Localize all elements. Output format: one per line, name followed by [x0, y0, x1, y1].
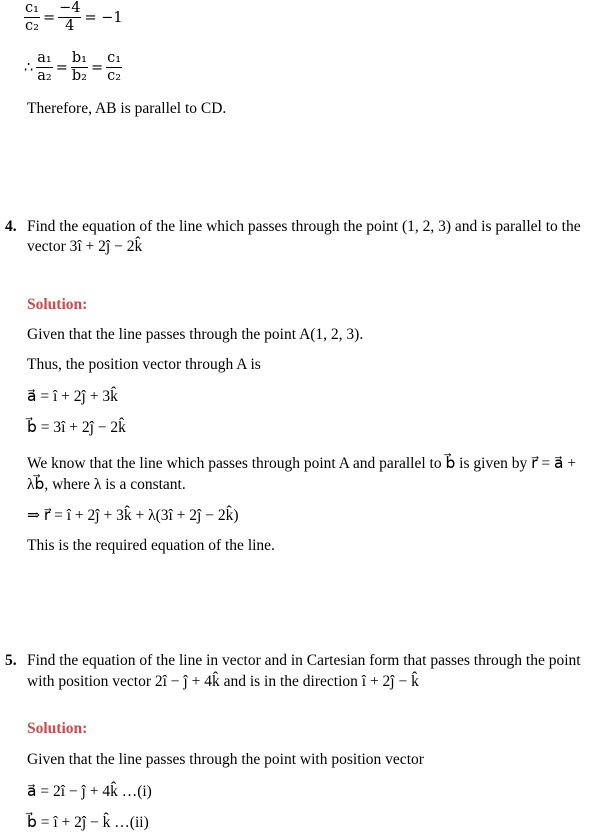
numerator: c₁: [107, 50, 122, 66]
numerator: b₁: [71, 50, 87, 66]
question-text-line1: Find the equation of the line which passes through the point (1, 2, 3) and is parallel to the: [27, 218, 581, 235]
equals-sign: =: [42, 9, 56, 26]
question-text-line2: vector 3î + 2ĵ − 2k̂: [27, 238, 143, 255]
denominator: c₂: [107, 68, 122, 84]
solution-heading: Solution:: [27, 720, 88, 737]
solution-line: b⃗ = 3î + 2ĵ − 2k̂: [27, 419, 126, 436]
conclusion-text: Therefore, AB is parallel to CD.: [27, 100, 227, 117]
numerator: a₁: [37, 50, 52, 66]
fraction-minus4-4: [58, 0, 81, 35]
question-number: 4.: [5, 218, 17, 235]
solution-line: We know that the line which passes through point A and parallel to b⃗ is given by r⃗ = a⃗ +: [27, 455, 577, 472]
question-text-line1: Find the equation of the line in vector and in Cartesian form that passes through the point: [27, 652, 581, 669]
question-number: 5.: [5, 652, 17, 669]
question-text-line2: with position vector 2î − ĵ + 4k̂ and is in the direction î + 2ĵ − k̂: [27, 673, 419, 690]
denominator: 4: [65, 18, 75, 34]
fraction-a: [36, 50, 52, 85]
equals-sign: =: [55, 59, 68, 76]
numerator: −4: [59, 0, 81, 16]
solution-line: ⇒ r⃗ = î + 2ĵ + 3k̂ + λ(3î + 2ĵ − 2k̂): [27, 507, 239, 524]
fraction-b: [71, 50, 88, 85]
solution-line: a⃗ = î + 2ĵ + 3k̂: [27, 388, 118, 405]
denominator: c₂: [25, 18, 39, 34]
therefore-symbol: ∴: [24, 59, 34, 76]
fraction-c1-c2: [24, 0, 40, 35]
solution-line: Thus, the position vector through A is: [27, 356, 261, 373]
denominator: b₂: [71, 68, 87, 84]
ratio-equality: [24, 50, 122, 85]
ratio-c-equation: [24, 0, 126, 35]
denominator: a₂: [37, 68, 52, 84]
fraction-c: [106, 50, 122, 85]
solution-line: Given that the line passes through the point A(1, 2, 3).: [27, 326, 364, 343]
solution-line: b⃗ = î + 2ĵ − k̂ …(ii): [27, 814, 149, 831]
numerator: c₁: [25, 0, 39, 16]
result: = −1: [84, 9, 123, 26]
solution-line: This is the required equation of the line.: [27, 537, 275, 554]
solution-line: a⃗ = 2î − ĵ + 4k̂ …(i): [27, 783, 152, 800]
solution-line: λb⃗, where λ is a constant.: [27, 476, 186, 493]
equals-sign: =: [90, 59, 104, 76]
solution-heading: Solution:: [27, 296, 88, 313]
solution-line: Given that the line passes through the point with position vector: [27, 751, 424, 768]
